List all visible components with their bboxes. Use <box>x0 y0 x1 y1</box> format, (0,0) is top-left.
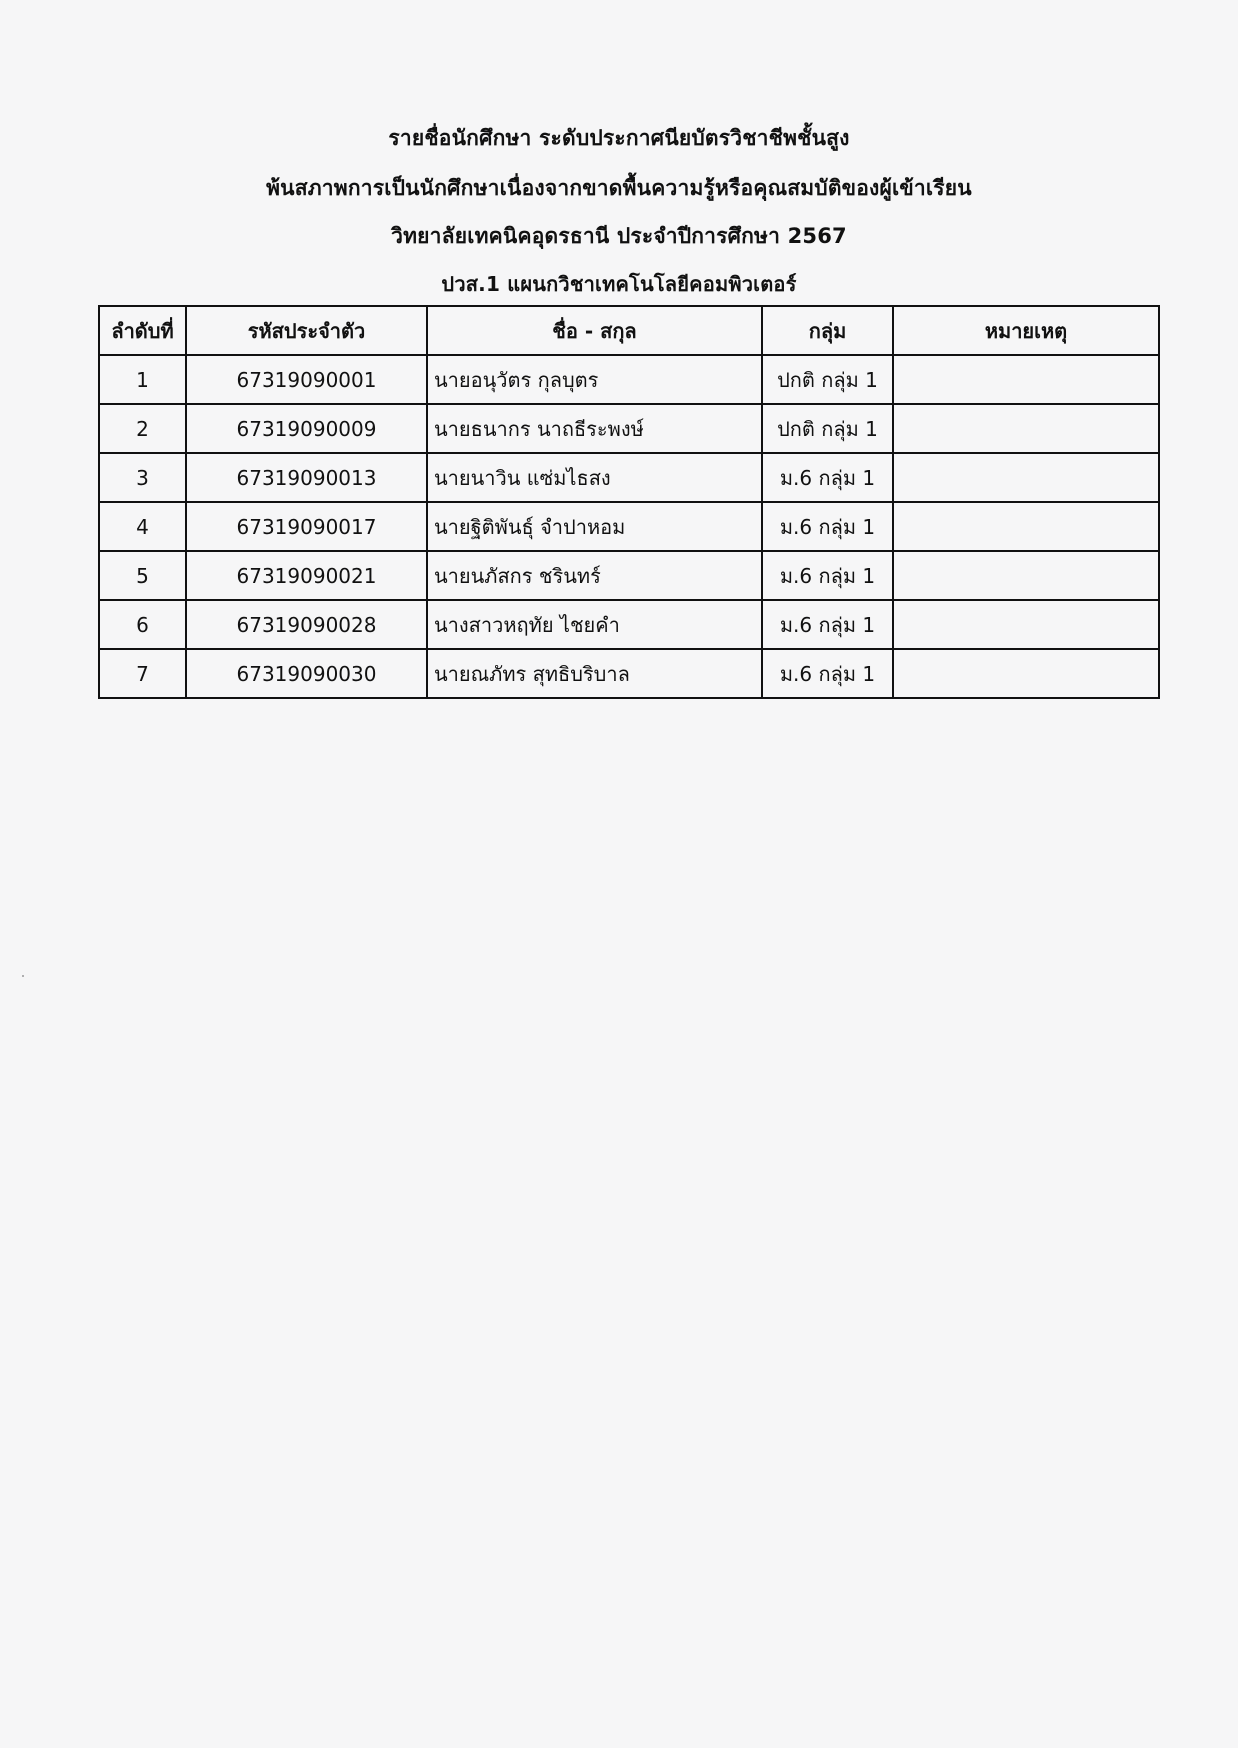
cell-group: ปกติ กลุ่ม 1 <box>762 404 893 453</box>
table-header-row <box>99 306 1159 355</box>
cell-group: ม.6 กลุ่ม 1 <box>762 600 893 649</box>
document-title: รายชื่อนักศึกษา ระดับประกาศนียบัตรวิชาชีพชั้นสูง <box>388 126 850 150</box>
cell-no: 4 <box>99 502 186 551</box>
header-group: กลุ่ม <box>762 306 893 355</box>
cell-note <box>893 551 1159 600</box>
header-student-id: รหัสประจำตัว <box>186 306 427 355</box>
cell-name: นางสาวหฤทัย ไชยคำ <box>427 600 762 649</box>
cell-note <box>893 453 1159 502</box>
table-row <box>99 453 1159 502</box>
student-table <box>98 305 1160 699</box>
cell-name: นายฐิติพันธุ์ จำปาหอม <box>427 502 762 551</box>
cell-student-id: 67319090009 <box>186 404 427 453</box>
cell-no: 1 <box>99 355 186 404</box>
cell-no: 5 <box>99 551 186 600</box>
cell-student-id: 67319090013 <box>186 453 427 502</box>
header-name: ชื่อ - สกุล <box>427 306 762 355</box>
cell-group: ปกติ กลุ่ม 1 <box>762 355 893 404</box>
cell-no: 3 <box>99 453 186 502</box>
table-row <box>99 404 1159 453</box>
cell-group: ม.6 กลุ่ม 1 <box>762 551 893 600</box>
table-row <box>99 649 1159 698</box>
cell-student-id: 67319090028 <box>186 600 427 649</box>
cell-student-id: 67319090017 <box>186 502 427 551</box>
institution-line: วิทยาลัยเทคนิคอุดรธานี ประจำปีการศึกษา 2567 <box>391 224 847 248</box>
cell-student-id: 67319090021 <box>186 551 427 600</box>
cell-name: นายอนุวัตร กุลบุตร <box>427 355 762 404</box>
cell-group: ม.6 กลุ่ม 1 <box>762 453 893 502</box>
cell-student-id: 67319090001 <box>186 355 427 404</box>
department-line: ปวส.1 แผนกวิชาเทคโนโลยีคอมพิวเตอร์ <box>441 272 797 296</box>
header-no: ลำดับที่ <box>99 306 186 355</box>
cell-no: 2 <box>99 404 186 453</box>
cell-note <box>893 404 1159 453</box>
cell-student-id: 67319090030 <box>186 649 427 698</box>
document-subtitle: พ้นสภาพการเป็นนักศึกษาเนื่องจากขาดพื้นความรู้หรือคุณสมบัติของผู้เข้าเรียน <box>266 176 972 200</box>
table-row <box>99 502 1159 551</box>
table-row <box>99 551 1159 600</box>
cell-note <box>893 649 1159 698</box>
cell-no: 7 <box>99 649 186 698</box>
cell-name: นายนภัสกร ชรินทร์ <box>427 551 762 600</box>
cell-note <box>893 355 1159 404</box>
cell-note <box>893 600 1159 649</box>
cell-name: นายนาวิน แซ่มไธสง <box>427 453 762 502</box>
cell-name: นายธนากร นาถธีระพงษ์ <box>427 404 762 453</box>
cell-note <box>893 502 1159 551</box>
cell-group: ม.6 กลุ่ม 1 <box>762 649 893 698</box>
table-row <box>99 600 1159 649</box>
cell-name: นายณภัทร สุทธิบริบาล <box>427 649 762 698</box>
table-row <box>99 355 1159 404</box>
cell-group: ม.6 กลุ่ม 1 <box>762 502 893 551</box>
scan-speck <box>22 975 24 977</box>
header-note: หมายเหตุ <box>893 306 1159 355</box>
cell-no: 6 <box>99 600 186 649</box>
